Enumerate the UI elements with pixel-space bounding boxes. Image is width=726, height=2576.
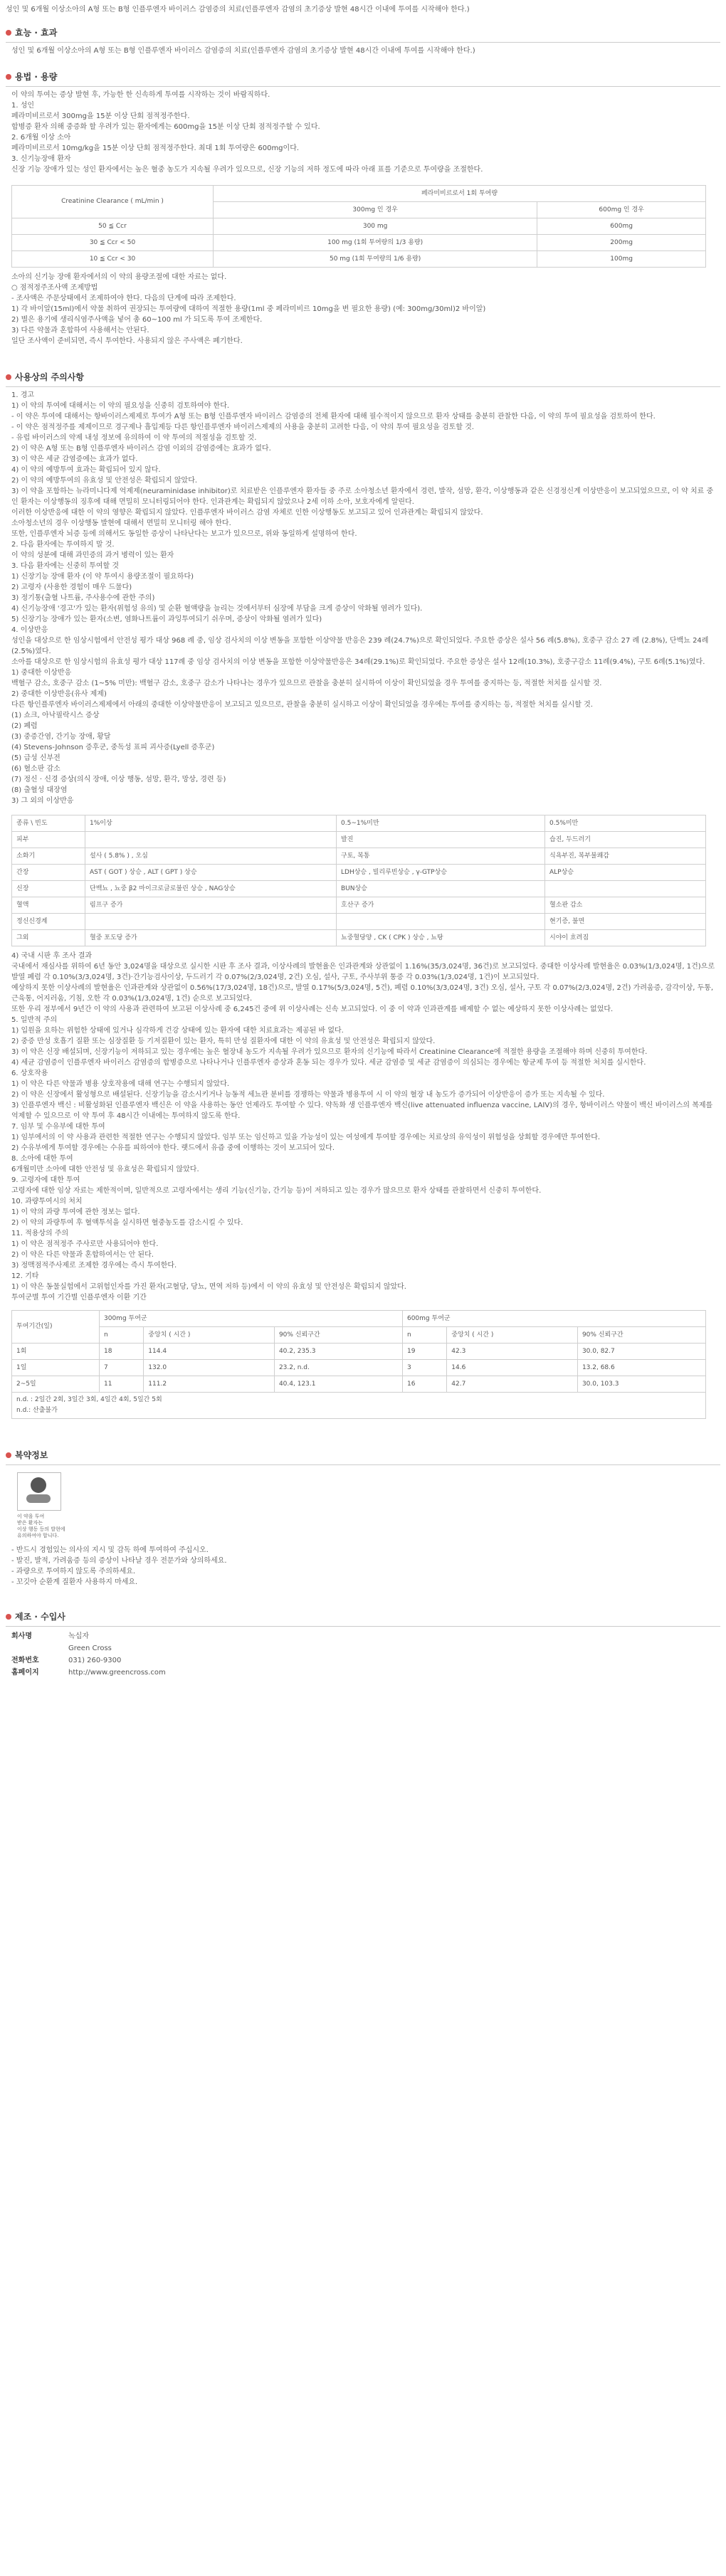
mfr-row (11, 1667, 715, 1678)
table-cell: 간장 (12, 865, 85, 881)
table-cell: 42.3 (447, 1344, 578, 1360)
precaution-line: 2) 이 약은 다른 약물과 혼합하여서는 안 된다. (11, 1251, 154, 1259)
precaution-line: 3) 이 약을 포함하는 뉴라미니다제 억제제(neuraminidase inhibitor)로 치료받은 인플루엔자 환자들 중 주로 소아청소년 환자에서 경련, 발작, 섬망, 환각, 이상행동과 같은 신경정신계 이상반응이 보고되었으므로, 이 약 치료 중인 환자는 이상행동의 징후에 대해 면밀히 모니터링되어야 한다. 인과관계는 확립되지 않았으나 2세 이하 소아, 보호자에게 알린다. (11, 487, 714, 506)
table-cell: 16 (402, 1376, 446, 1393)
precaution-line: 투여군별 투여 기간별 인플루엔자 이환 기간 (11, 1294, 147, 1302)
precaution-line: 6개월미만 소아에 대한 안전성 및 유효성은 확립되지 않았다. (11, 1166, 199, 1173)
table-header-cell: 투여기간(일) (12, 1311, 100, 1344)
table-cell: 1일 (12, 1360, 100, 1376)
precaution-line: (1) 쇼크, 아낙필락시스 증상 (11, 712, 100, 719)
precaution-line: 2. 다음 환자에는 투여하지 말 것. (11, 541, 115, 549)
table-cell: 식욕부진, 복부불쾌감 (545, 848, 706, 865)
manufacturer-title: 제조 · 수입사 (15, 1611, 65, 1622)
table-subheader-cell: n (100, 1327, 144, 1344)
table-cell: 발진 (337, 832, 545, 848)
dosage-after-line: - 조사액은 주문상태에서 조제하여야 한다. 다음의 단계에 따라 조제한다. (11, 295, 236, 302)
precaution-line: 2) 중대한 이상반응(유사 제제) (11, 690, 107, 698)
dosage-after-line: 일단 조사액이 준비되면, 즉시 투여한다. 사용되지 않은 주사액은 폐기한다. (11, 337, 243, 345)
table-row (12, 897, 706, 914)
table-header-cell: 300mg 투여군 (100, 1311, 403, 1327)
table-cell: 14.6 (447, 1360, 578, 1376)
table-cell: 100 mg (1회 투여량의 1/3 용량) (214, 235, 537, 251)
pill-line: - 과량으로 투여하지 않도록 주의하세요. (11, 1568, 136, 1575)
precaution-line: 3) 그 외의 이상반응 (11, 797, 74, 805)
precaution-line: 2) 이 약은 신장에서 활성형으로 배설된다. 신장기능을 감소시키거나 능동적 세뇨관 분비를 경쟁하는 약물과 병용투여 시 이 약의 혈장 내 농도가 증가되어 이상반응이 증가 또는 지속될 수 있다. (11, 1091, 605, 1099)
precaution-line: 4) 국내 시판 후 조사 결과 (11, 952, 93, 960)
efficacy-section-header (0, 25, 726, 41)
precaution-line: 5. 일반적 주의 (11, 1016, 58, 1024)
homepage-link[interactable]: http://www.greencross.com (68, 1669, 166, 1677)
table-cell: ALP상승 (545, 865, 706, 881)
table-cell: 10 ≦ Ccr < 30 (12, 251, 214, 268)
precaution-line: 이러한 이상반응에 대한 이 약의 영향은 확립되지 않았다. 인플루엔자 바이러스 감염 자체로 인한 이상행동도 보고되고 있어 인과관계는 확립되지 않았다. (11, 509, 483, 517)
precaution-line: (4) Stevens-Johnson 증후군, 중독성 표피 괴사증(Lyell 증후군) (11, 744, 215, 751)
precaution-line: 2) 이 약의 예방투여의 유효성 및 안전성은 확립되지 않았다. (11, 477, 198, 485)
precaution-line: 1) 이 약은 점적정주 주사로만 사용되어야 한다. (11, 1240, 159, 1248)
precaution-line: 3) 이 약은 신장 배설되며, 신장기능이 저하되고 있는 경우에는 높은 혈장내 농도가 지속될 우려가 있으므로 환자의 신기능에 따라서 Creatinine Clearance에 적절한 용량을 조절해야 하며 신중히 투여한다. (11, 1048, 648, 1056)
precautions-lines (11, 390, 715, 806)
dosage-line: 이 약의 투여는 증상 발현 후, 가능한 한 신속하게 투여를 시작하는 것이 바람직하다. (11, 91, 270, 99)
table-header-cell: 600mg 투여군 (402, 1311, 705, 1327)
caption-line: 유의하여야 합니다. (17, 1533, 59, 1538)
precaution-line: (3) 중증간염, 간기능 장애, 황달 (11, 733, 111, 741)
table-cell: 11 (100, 1376, 144, 1393)
precaution-line: 11. 적용상의 주의 (11, 1230, 69, 1237)
precaution-line: 12. 기타 (11, 1272, 39, 1280)
precaution-line: 다른 항인플루엔자 바이러스제제에서 아래의 중대한 이상약물반응이 보고되고 있으므로, 관찰을 충분히 실시하고 이상이 확인되었을 경우에는 투여를 중지하는 등, 적절한 처치를 실시할 것. (11, 701, 593, 709)
table-cell: 50 mg (1회 투여량의 1/6 용량) (214, 251, 537, 268)
table-cell: 시야이 흐려짐 (545, 930, 706, 946)
precaution-line: 2) 수유부에게 투여할 경우에는 수유를 피하여야 한다. 랫드에서 유즙 중에 이행하는 것이 보고되어 있다. (11, 1144, 335, 1152)
precaution-line: (6) 혈소판 감소 (11, 765, 60, 773)
precaution-line: 1) 입원을 요하는 위험한 상태에 있거나 심각하게 건강 상태에 있는 환자에 대한 치료효과는 제공된 바 없다. (11, 1027, 344, 1035)
efficacy-title: 효능 · 효과 (15, 27, 58, 38)
pill-body (6, 1464, 720, 1590)
table-cell: 3 (402, 1360, 446, 1376)
table-cell: BUN상승 (337, 881, 545, 897)
table-cell: 혈소판 감소 (545, 897, 706, 914)
caption-line: 이상 행동 등의 발현에 (17, 1526, 65, 1532)
table-row (12, 848, 706, 865)
section-bullet-icon (6, 74, 11, 80)
precaution-line: 3. 다음 환자에는 신중히 투여할 것 (11, 562, 120, 570)
table-cell: 습진, 두드러기 (545, 832, 706, 848)
pill-line: - 꼬깃아 순환계 질환자 사용하지 마세요. (11, 1578, 138, 1586)
table-row (12, 251, 706, 268)
table-row (12, 235, 706, 251)
precaution-line: (7) 정신 · 신경 증상(의식 장애, 이상 행동, 섬망, 환각, 망상, 경련 등) (11, 776, 226, 783)
section-bullet-icon (6, 1452, 11, 1458)
table-cell: 100mg (537, 251, 706, 268)
table-cell: 111.2 (144, 1376, 275, 1393)
table-row (12, 930, 706, 946)
pill-section-header (0, 1447, 726, 1463)
table-subheader-cell: 중앙치 ( 시간 ) (447, 1327, 578, 1344)
manufacturer-body (6, 1626, 720, 1682)
precautions-section-header (0, 369, 726, 385)
precaution-line: (2) 폐렴 (11, 722, 38, 730)
table-footnote (12, 1393, 706, 1419)
caption-line: 받은 환자는 (17, 1520, 43, 1526)
table-cell: 설사 ( 5.8% ) , 오심 (85, 848, 337, 865)
precaution-line: 1) 이 약의 투여에 대해서는 이 약의 필요성을 신중히 검토하여야 한다. (11, 402, 230, 410)
precaution-line: 소아청소년의 경우 이상행동 발현에 대해서 면밀히 모니터링 해야 한다. (11, 519, 231, 527)
table-cell (545, 881, 706, 897)
pill-line: - 발진, 발적, 가려움증 등의 증상이 나타날 경우 전문가와 상의하세요. (11, 1557, 227, 1565)
mfr-value: 031) 260-9300 (68, 1657, 122, 1664)
table-cell: 18 (100, 1344, 144, 1360)
pill-line: - 반드시 경험있는 의사의 지시 및 감독 하에 투여하여 주십시오. (11, 1546, 209, 1554)
precaution-line: 이 약의 성분에 대해 과민증의 과거 병력이 있는 환자 (11, 551, 174, 559)
table-row (12, 218, 706, 235)
footnote-line: n.d.: 산출불가 (16, 1407, 58, 1414)
table-cell: 혈액 (12, 897, 85, 914)
intro-text: 성인 및 6개월 이상소아의 A형 또는 B형 인플루엔자 바이러스 감염증의 치료(인플루엔자 감염의 초기증상 발현 48시간 이내에 투여를 시작해야 한다.) (6, 6, 470, 14)
table-cell: 구토, 복통 (337, 848, 545, 865)
table-cell: 300 mg (214, 218, 537, 235)
duration-table (11, 1310, 706, 1419)
precaution-line: 7. 임부 및 수유부에 대한 투여 (11, 1123, 105, 1131)
table-subheader-cell: 90% 신뢰구간 (274, 1327, 402, 1344)
table-subheader-cell: 중앙치 ( 시간 ) (144, 1327, 275, 1344)
mfr-row (11, 1631, 715, 1642)
precaution-line: 백혈구 감소, 호중구 감소 (1~5% 미만): 백혈구 감소, 호중구 감소가 나타나는 경우가 있으므로 관찰을 충분히 실시하여 이상이 확인되었을 경우 투여를 중지하는 등, 적절한 처치를 실시할 것. (11, 680, 602, 687)
table-cell: AST ( GOT ) 상승 , ALT ( GPT ) 상승 (85, 865, 337, 881)
table-cell: 소화기 (12, 848, 85, 865)
precaution-line: 8. 소아에 대한 투여 (11, 1155, 73, 1163)
table-row (12, 914, 706, 930)
table-cell: LDH상승 , 빌리루빈상승 , γ-GTP상승 (337, 865, 545, 881)
mfr-key: 전화번호 (11, 1657, 39, 1664)
table-cell: 신장 (12, 881, 85, 897)
table-cell: 114.4 (144, 1344, 275, 1360)
table-header-cell: 0.5%미만 (545, 815, 706, 832)
precaution-line: 1) 이 약은 동물실험에서 고위험인자를 가진 환자(고혈당, 당뇨, 면역 저하 등)에서 이 약의 유효성 및 안전성은 확립되지 않았다. (11, 1283, 406, 1291)
table-cell (337, 914, 545, 930)
table-cell: 23.2, n.d. (274, 1360, 402, 1376)
precaution-line: 4) 신기능장애 '경고'가 있는 환자(위험성 유의) 및 순환 혈액량을 늘리는 것에서부터 심장에 부담을 크게 증상이 악화될 염려가 있다). (11, 605, 423, 613)
dosage-after-line: 소아의 신기능 장애 환자에서의 이 약의 용량조절에 대한 자료는 없다. (11, 273, 227, 281)
table-header-cell: 300mg 인 경우 (214, 202, 537, 218)
precautions-lines-2 (11, 951, 715, 1303)
table-cell: 림프구 증가 (85, 897, 337, 914)
precaution-line: 4. 이상반응 (11, 626, 48, 634)
precautions-body (6, 386, 720, 1426)
precaution-line: (5) 급성 신부전 (11, 754, 60, 762)
table-cell: 호산구 증가 (337, 897, 545, 914)
precaution-line: 2) 고령자 (사용한 경험이 매우 드물다) (11, 584, 132, 591)
section-bullet-icon (6, 1614, 11, 1620)
table-header-cell: 1%이상 (85, 815, 337, 832)
dosage-after-line: 1) 각 바이알(15ml)에서 약물 취하여 권장되는 투여량에 대하여 적절한 용량(1ml 중 페라미비르 10mg을 변 필요한 용량) (예: 300mg/30ml)2 바이알) (11, 305, 486, 313)
precautions-title: 사용상의 주의사항 (15, 371, 84, 382)
intro-block (0, 0, 726, 15)
table-cell: 정신신경계 (12, 914, 85, 930)
table-cell: 현기증, 불면 (545, 914, 706, 930)
precaution-line: 소아를 대상으로 한 임상시험의 유효성 평가 대상 117례 중 임상 검사치의 이상 변동을 포함한 이상약물반응은 34례(29.1%)로 확인되었다. 주요한 증상은 설사 12례(10.3%), 호중구감소 11례(9.4%), 구토 6례(5.1%)였다. (11, 658, 705, 666)
dosage-section-header (0, 69, 726, 85)
precaution-line: 1. 경고 (11, 391, 35, 399)
table-cell: 혈중 포도당 증가 (85, 930, 337, 946)
precaution-line: 1) 임부에서의 이 약 사용과 관련한 적절한 연구는 수행되지 않았다. 임부 또는 임신하고 있을 가능성이 있는 여성에게 투여할 경우에는 치료상의 유익성이 위험성을 상회할 경우에만 투여한다. (11, 1134, 601, 1141)
table-cell: 40.2, 235.3 (274, 1344, 402, 1360)
table-row (12, 881, 706, 897)
precaution-line: (8) 출혈성 대장염 (11, 786, 68, 794)
table-cell: 50 ≦ Ccr (12, 218, 214, 235)
table-cell: 30 ≦ Ccr < 50 (12, 235, 214, 251)
precaution-line: 국내에서 재심사를 위하여 6년 동안 3,024명을 대상으로 실시한 시판 후 조사 결과, 이상사례의 발현율은 인과관계와 상관없이 1.16%(35/3,024명, 36건)로 보고되었다. 중대한 이상사례 발현율은 0.03%(1/3,024명, 1건)으로 발열 폐렴 각 0.10%(3/3,024명, 3건)·간기능검사이상, 두드러기 각 0.07%(2/3,024명, 2건) 오심, 설사, 구토, 주사부위 통증 각 0.03%(1/3,024명, 1건)이 보고되었다. (11, 963, 715, 981)
precaution-line: 고령자에 대한 임상 자료는 제한적이며, 일반적으로 고령자에서는 생리 기능(신기능, 간기능 등)이 저하되고 있는 경우가 많으므로 환자 상태를 관찰하면서 신중히 투여한다. (11, 1187, 542, 1195)
section-bullet-icon (6, 374, 11, 380)
dosage-line: 합병증 환자 의해 중증화 할 우려가 있는 환자에게는 600mg을 15분 이상 단회 점적정주할 수 있다. (11, 123, 320, 131)
precaution-line: 1) 중대한 이상반응 (11, 669, 72, 677)
precaution-line: 3) 정맥점적주사제로 조제한 경우에는 즉시 투여한다. (11, 1262, 177, 1269)
precaution-line: 1) 신장기능 장애 환자 (이 약 투여시 용량조절이 필요하다) (11, 573, 194, 581)
mfr-value: Green Cross (68, 1645, 112, 1652)
dosage-line: 2. 6개월 이상 소아 (11, 134, 71, 142)
precaution-line: 2) 중증 만성 호흡기 질환 또는 심장질환 등 기저질환이 있는 환자, 특히 만성 질환자에 대한 이 약의 유효성 및 안전성은 확립되지 않았다. (11, 1038, 436, 1045)
dosage-after-line: ○ 점적정주조사액 조제방법 (11, 284, 98, 292)
dosage-after-line: 2) 별은 용기에 생리식염주사액을 넣어 총 60~100 ml 가 되도록 투여 조제한다. (11, 316, 263, 324)
precaution-line: 10. 과량투여시의 처치 (11, 1198, 83, 1205)
table-cell: 2~5일 (12, 1376, 100, 1393)
mfr-value: 녹십자 (68, 1632, 89, 1640)
efficacy-text: 성인 및 6개월 이상소아의 A형 또는 B형 인플루엔자 바이러스 감염증의 치료(인플루엔자 감염의 초기증상 발현 48시간 이내에 투여를 시작해야 한다.) (11, 47, 475, 55)
mfr-row (11, 1655, 715, 1666)
precaution-line: 9. 고령자에 대한 투여 (11, 1176, 80, 1184)
table-cell: 1회 (12, 1344, 100, 1360)
table-header-cell: 페라미비르로서 1회 투여량 (214, 186, 706, 202)
precaution-line: 2) 이 약의 과량투여 후 혈액투석을 실시하면 혈중농도를 감소시킬 수 있다. (11, 1219, 243, 1227)
table-cell: 단백뇨 , 뇨중 β2 마이크로글로불린 상승 , NAG상승 (85, 881, 337, 897)
precaution-line: - 이 약은 투여에 대해서는 항바이러스제제로 투여가 A형 또는 B형 인플루엔자 바이러스 감염증의 전체 환자에 대해 필수적이지 않으므로 환자 상태를 충분히 관찰한 다음, 이 약의 투여 필요성을 검토하여 한다. (11, 413, 656, 421)
table-cell: 132.0 (144, 1360, 275, 1376)
table-cell: 42.7 (447, 1376, 578, 1393)
table-cell: 600mg (537, 218, 706, 235)
precaution-line: 예상하지 못한 이상사례의 발현율은 인과관계와 상관없이 0.56%(17/3,024명, 18건)으로, 발열 0.17%(5/3,024명, 5건), 폐렴 0.10%(3/3,024명, 3건) 오심, 설사, 구토 각 0.07%(2/3,024명, 2건) 가려움증, 감각이상, 두통, 근육통, 어지러움, 기침, 오한 각 0.03%(1/3,024명, 1건) 순으로 보고되었다. (11, 984, 714, 1003)
precaution-line: 1) 이 약의 과량 투여에 관한 정보는 없다. (11, 1208, 140, 1216)
mfr-key (11, 1643, 61, 1654)
dosage-title: 용법 · 용량 (15, 71, 58, 82)
pill-warning-icon (17, 1472, 61, 1511)
table-cell: 200mg (537, 235, 706, 251)
table-header-cell: Creatinine Clearance ( mL/min ) (12, 186, 214, 218)
table-cell: 피부 (12, 832, 85, 848)
efficacy-body (6, 42, 720, 59)
table-cell: 뇨중혈당양 , CK ( CPK ) 상승 , 뇨탕 (337, 930, 545, 946)
precaution-line: 3) 인플루엔자 백신 : 비활성화된 인플루엔자 백신은 이 약을 사용하는 동안 언제라도 투여할 수 있다. 약독화 생 인플루엔자 백신(live attenuated influenza vaccine, LAIV)의 경우, 항바이러스 약물이 백신 바이러스의 복제를 억제할 수 있으므로 이 약 투여 후 48시간 이내에는 투여하지 않도록 한다. (11, 1102, 713, 1120)
table-row (12, 1344, 706, 1360)
dosage-line: 페라미비르로서 300mg을 15분 이상 단회 점적정주한다. (11, 112, 190, 120)
table-cell: 7 (100, 1360, 144, 1376)
precaution-line: 또한 우리 정부에서 9년간 이 약의 사용과 관련하여 보고된 이상사례 중 6,245건 중에 위 이상사례는 신속 보고되었다. 이 중 이 약과 인과관계를 배제할 수 없는 예상하지 못한 이상사례는 없었다. (11, 1005, 614, 1013)
table-row (12, 1376, 706, 1393)
table-cell: 40.4, 123.1 (274, 1376, 402, 1393)
precaution-line: - 유럽 바이러스의 약제 내성 정보에 유의하여 이 약 투여의 적절성을 검토할 것. (11, 434, 257, 442)
precaution-line: - 이 약은 점적정주를 제제이므로 경구제나 흡입제등 다른 항인플루엔자 바이러스제제의 사용을 충분히 고려한 다음, 이 약의 투여 필요성을 검토할 것. (11, 423, 474, 431)
manufacturer-section-header (0, 1609, 726, 1625)
caption-line: 이 약을 투여 (17, 1514, 45, 1519)
table-row (12, 832, 706, 848)
mfr-key: 회사명 (11, 1632, 32, 1640)
table-cell: 19 (402, 1344, 446, 1360)
table-header-cell: 0.5~1%미만 (337, 815, 545, 832)
adverse-event-table (11, 815, 706, 946)
mfr-row (11, 1643, 715, 1654)
table-cell: 그외 (12, 930, 85, 946)
precaution-line: 3) 이 약은 세균 감염증에는 효과가 없다. (11, 455, 138, 463)
table-row (12, 1360, 706, 1376)
dosage-after-line: 3) 다른 약물과 혼합하여 사용해서는 안된다. (11, 327, 149, 334)
precaution-line: 4) 세균 감염증이 인플루엔자 바이러스 감염증의 합병증으로 나타나거나 인플루엔자 증상과 혼동 되는 경우가 있다. 세균 감염증 및 세균 감염증이 의심되는 경우에는 항균제 투여 등 적절한 처치를 실시한다. (11, 1059, 646, 1067)
precaution-line: 1) 이 약은 다른 약물과 병용 상호작용에 대해 연구는 수행되지 않았다. (11, 1080, 230, 1088)
table-subheader-cell: 90% 신뢰구간 (577, 1327, 705, 1344)
precaution-line: 또한, 인플루엔자 뇌증 등에 의해서도 동일한 증상이 나타난다는 보고가 있으므로, 위와 동일하게 설명하여 한다. (11, 530, 357, 538)
table-header-cell: 종류 \ 빈도 (12, 815, 85, 832)
table-cell: 30.0, 82.7 (577, 1344, 705, 1360)
precaution-line: 6. 상호작용 (11, 1070, 48, 1077)
dosage-body (6, 86, 720, 349)
table-cell: 13.2, 68.6 (577, 1360, 705, 1376)
table-subheader-cell: n (402, 1327, 446, 1344)
precaution-line: 3) 정기통(출혈 나트륨, 주사용수에 관한 주의) (11, 594, 155, 602)
mfr-key: 홈페이지 (11, 1669, 39, 1677)
section-bullet-icon (6, 30, 11, 36)
dosage-line: 신장 기능 장애가 있는 성인 환자에서는 높은 혈중 농도가 지속될 우려가 있으므로, 신장 기능의 저하 정도에 따라 아래 표를 기준으로 투여량을 조절한다. (11, 166, 483, 174)
dosage-line: 3. 신기능장애 환자 (11, 155, 71, 163)
table-cell (85, 832, 337, 848)
footnote-line: n.d. : 2일간 2회, 3일간 3회, 4일간 4회, 5일간 5회 (16, 1396, 162, 1403)
dosage-line: 1. 성인 (11, 102, 35, 110)
dosage-line: 페라미비르로서 10mg/kg을 15분 이상 단회 점적정주한다. 최대 1회 투여량은 600mg이다. (11, 144, 300, 152)
precaution-line: 5) 신장기능 장애가 있는 환자(소변, 염화나트륨이 과잉투여되기 쉬우며, 증상이 악화될 염려가 있다) (11, 616, 322, 623)
pill-title: 복약정보 (15, 1450, 48, 1460)
precaution-line: 4) 이 약의 예방투여 효과는 확립되어 있지 않다. (11, 466, 161, 474)
table-cell: 30.0, 103.3 (577, 1376, 705, 1393)
precaution-line: 2) 이 약은 A형 또는 B형 인플루엔자 바이러스 감염 이외의 감염증에는 효과가 없다. (11, 445, 271, 453)
precaution-line: 성인을 대상으로 한 임상시험에서 안전성 평가 대상 968 례 중, 임상 검사치의 이상 변동을 포함한 이상약물 반응은 239 례(24.7%)으로 확인되었다. 주요한 증상은 설사 56 례(5.8%), 호중구 감소 27 례 (2.8%), 단백뇨 24례 (2.5%)였다. (11, 637, 709, 655)
table-row (12, 865, 706, 881)
table-header-cell: 600mg 인 경우 (537, 202, 706, 218)
renal-dose-table (11, 185, 706, 268)
table-cell (85, 914, 337, 930)
pill-icon-caption (17, 1514, 715, 1539)
